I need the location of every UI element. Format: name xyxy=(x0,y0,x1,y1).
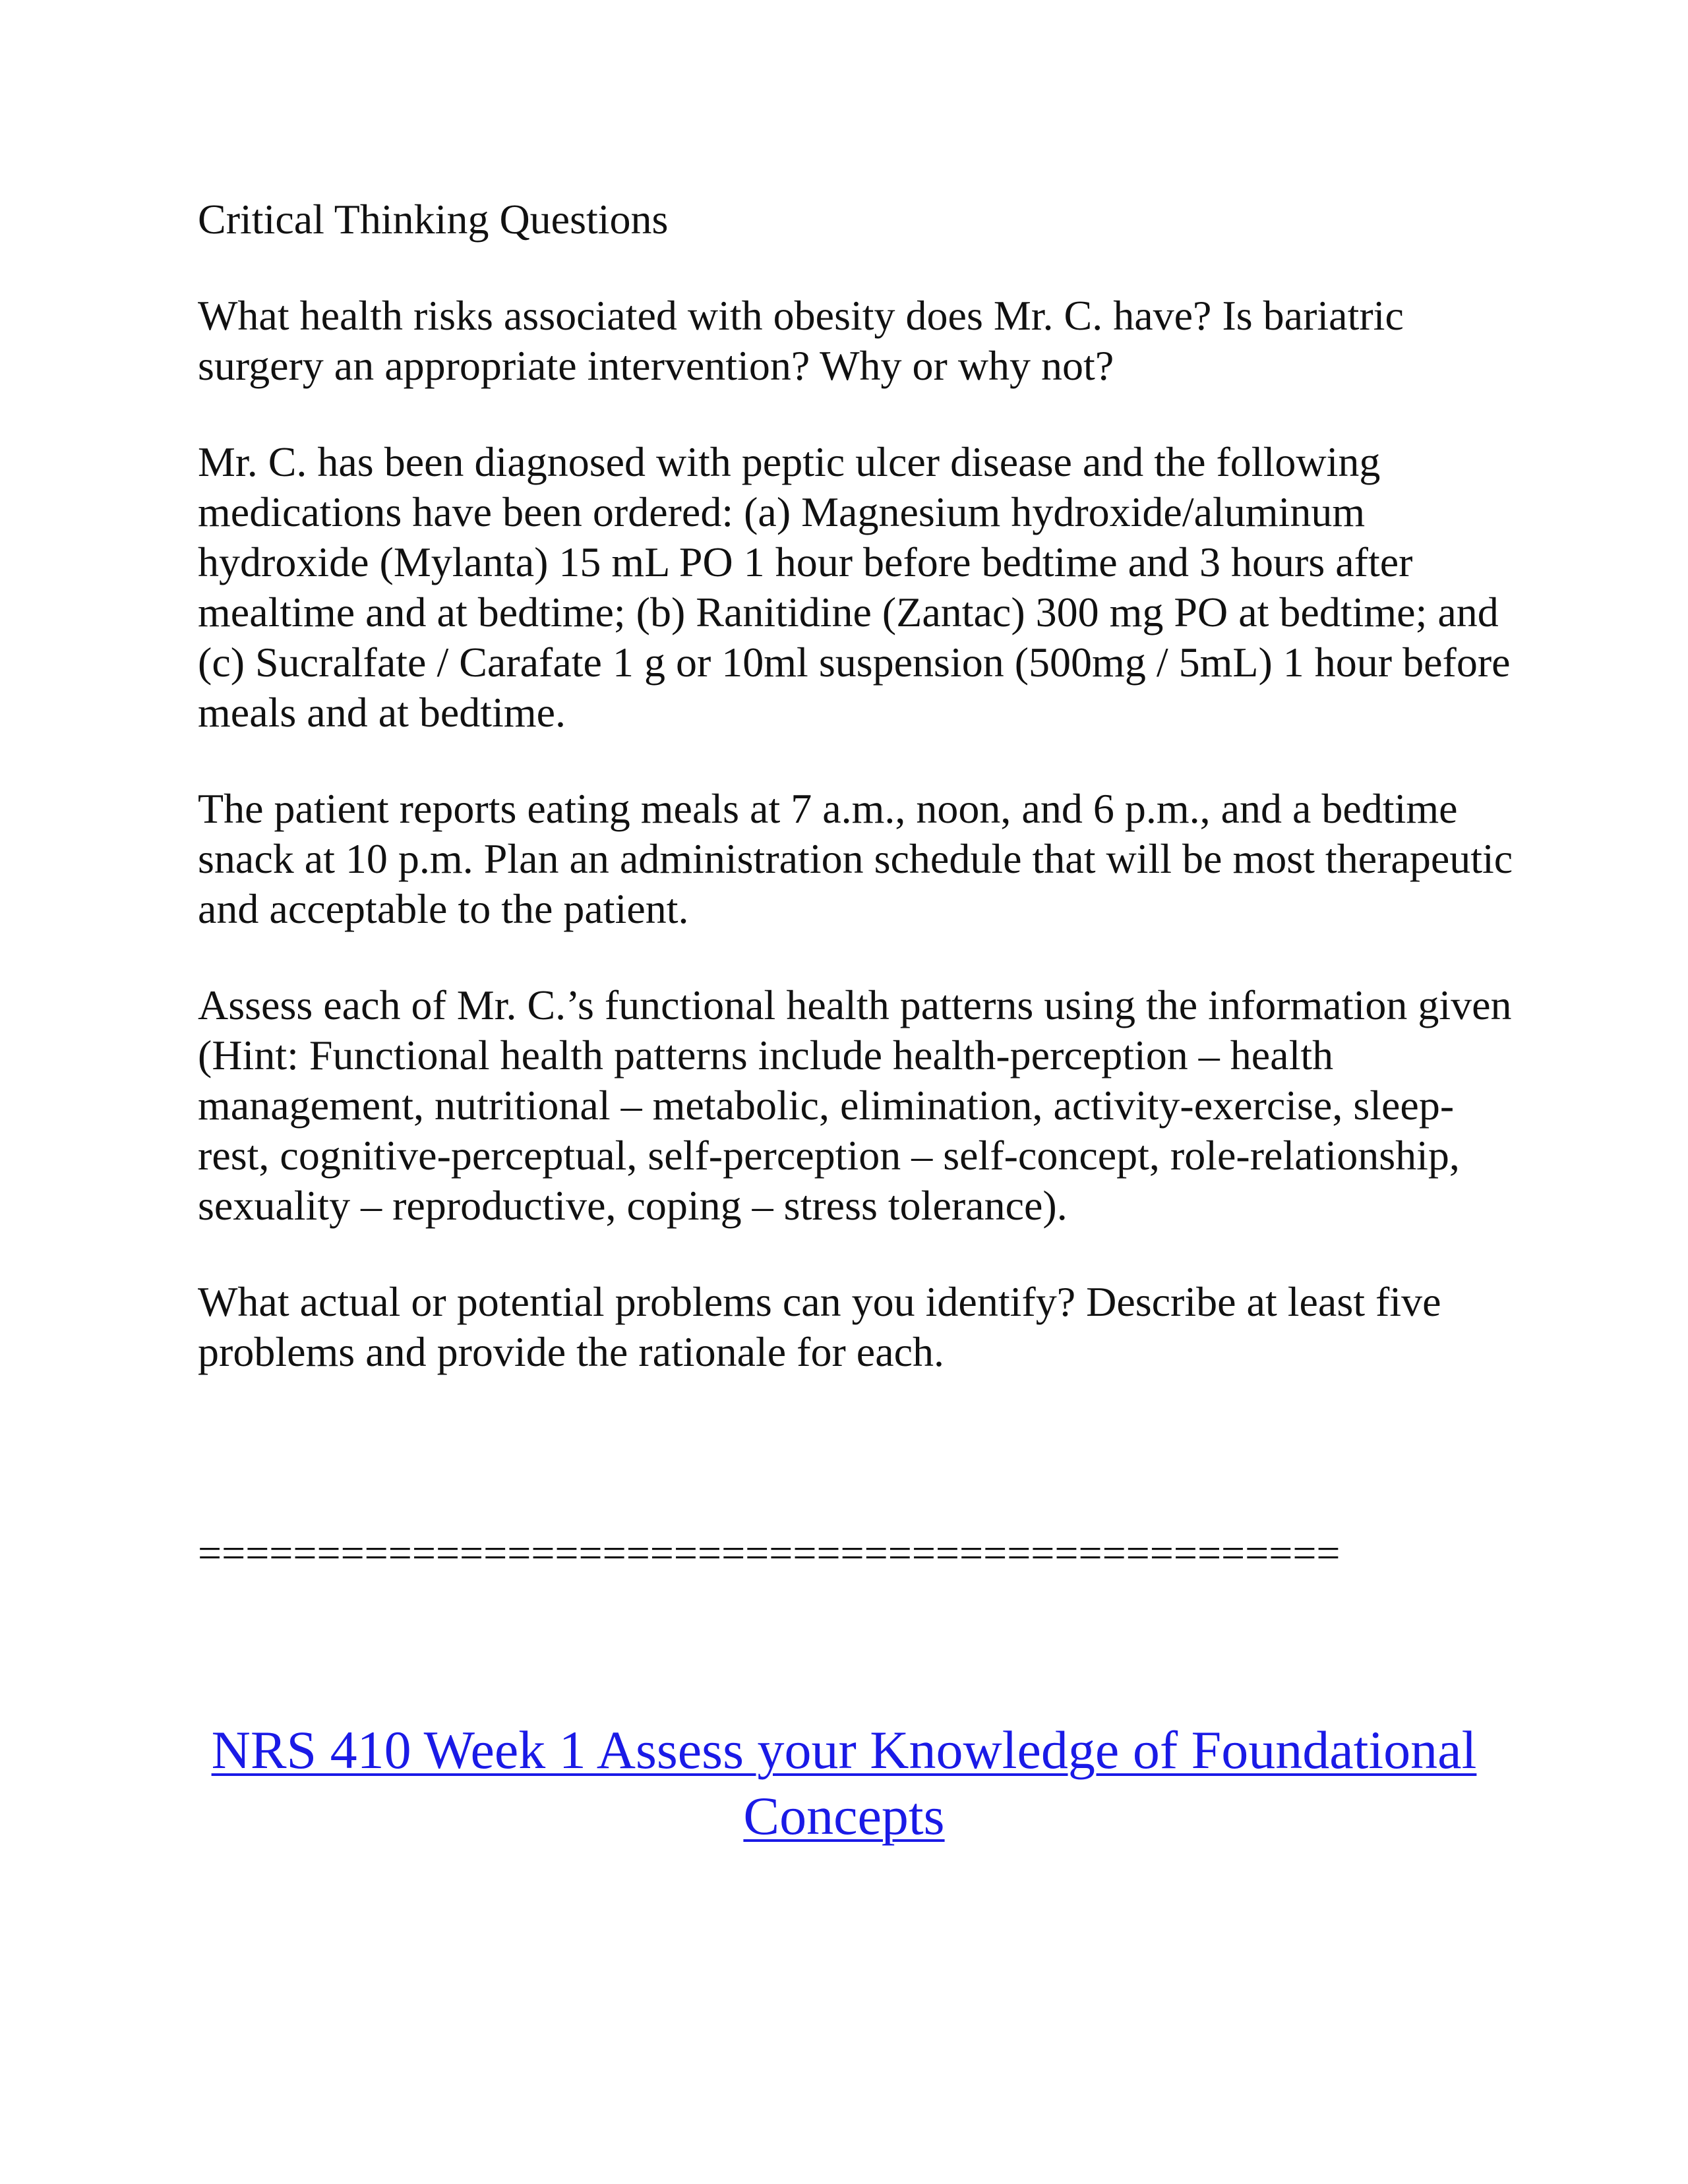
nrs410-week1-link[interactable]: NRS 410 Week 1 Assess your Knowledge of Foundational Concepts xyxy=(211,1720,1477,1846)
question-problems-identification: What actual or potential problems can you identify? Describe at least five problems and provide the rationale for each. xyxy=(198,1278,1441,1375)
section-heading: Critical Thinking Questions xyxy=(198,196,669,243)
separator-line: ================================================ xyxy=(198,1529,1341,1576)
document-body xyxy=(198,194,1517,1423)
question-administration-schedule: The patient reports eating meals at 7 a.m., noon, and 6 p.m., and a bedtime snack at 10 p.m. Plan an administration schedule that will be most therapeutic and acceptable to the patient. xyxy=(198,785,1513,932)
link-container xyxy=(185,1717,1503,1849)
question-functional-health-patterns: Assess each of Mr. C.’s functional health patterns using the information given (Hint: Functional health patterns include health-perception – health management, nutritional – metabolic, elimination, activity-exercise, sleep-rest, cognitive-perceptual, self-perception – self-concept, role-relationship, sexuality – reproductive, coping – stress tolerance). xyxy=(198,982,1512,1229)
question-obesity-risks: What health risks associated with obesity does Mr. C. have? Is bariatric surgery an appropriate intervention? Why or why not? xyxy=(198,292,1404,389)
question-medications: Mr. C. has been diagnosed with peptic ulcer disease and the following medications have been ordered: (a) Magnesium hydroxide/aluminum hydroxide (Mylanta) 15 mL PO 1 hour before bedtime and 3 hours after mealtime and at bedtime; (b) Ranitidine (Zantac) 300 mg PO at bedtime; and (c) Sucralfate / Carafate 1 g or 10ml suspension (500mg / 5mL) 1 hour before meals and at bedtime. xyxy=(198,438,1511,736)
